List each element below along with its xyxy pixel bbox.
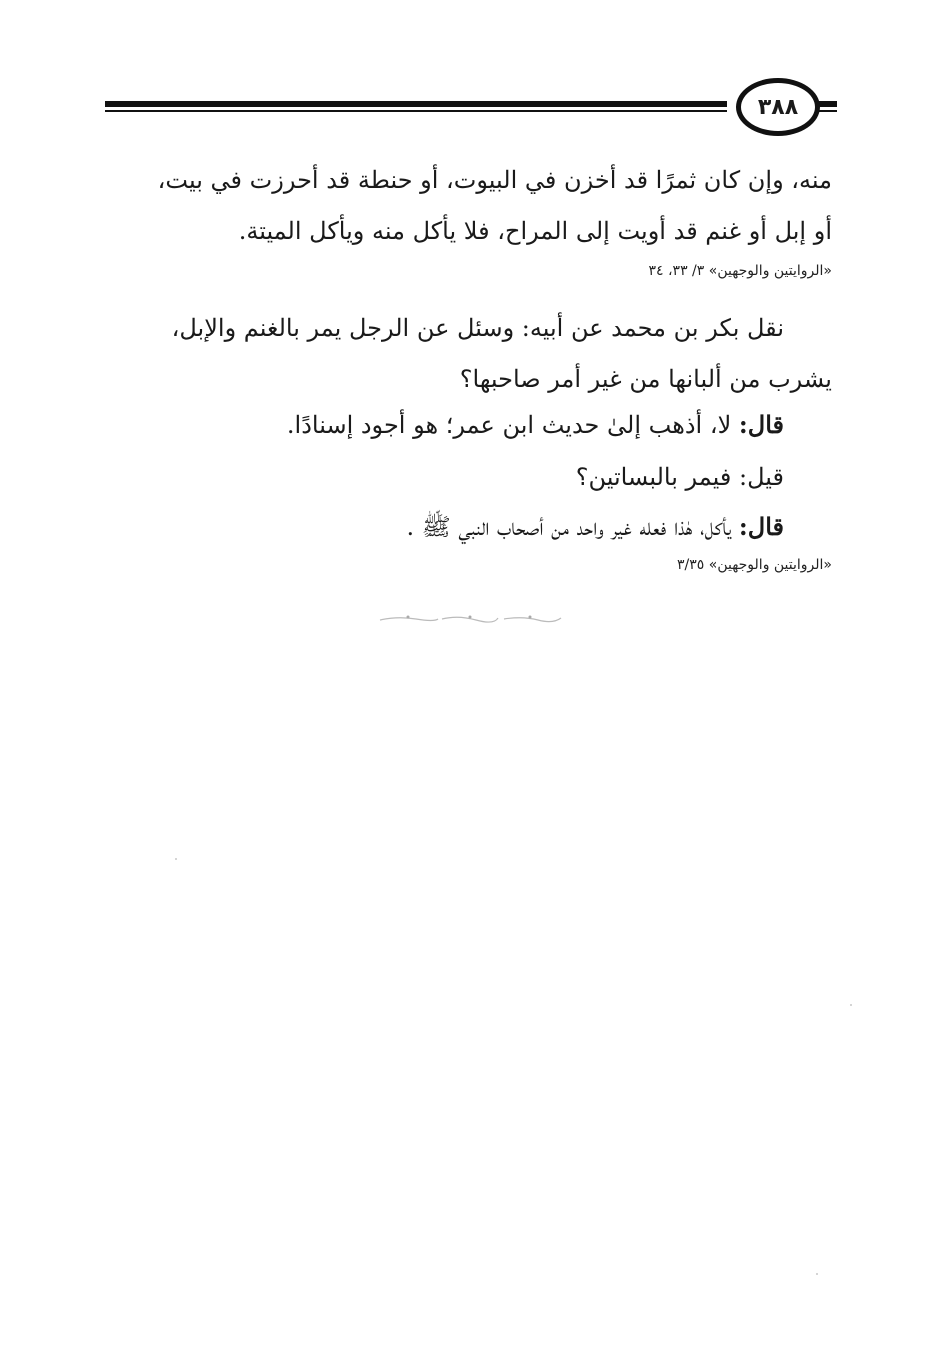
reference-citation-1: «الروايتين والوجهين» ٣/ ٣٣، ٣٤ [648, 263, 832, 279]
header-rule-right-thin [819, 110, 837, 112]
dialogue-text: لا، أذهب إلىٰ حديث ابن عمر؛ هو أجود إسنادًا. [286, 411, 739, 439]
dialogue-speaker: قال: [738, 410, 784, 439]
header-rule-thin [105, 110, 727, 112]
page-number-badge [736, 78, 820, 136]
dialogue-text: فيمر بالبساتين؟ [575, 463, 740, 491]
dialogue-speaker: قال: [738, 512, 784, 541]
dialogue-speaker: قيل: [739, 463, 784, 491]
reference-citation-2: «الروايتين والوجهين» ٣/٣٥ [677, 557, 832, 573]
paragraph2-line1: نقل بكر بن محمد عن أبيه: وسئل عن الرجل يمر بالغنم والإبل، [171, 314, 784, 342]
dialogue-line-3 [102, 512, 784, 542]
paragraph1-line1: منه، وإن كان ثمرًا قد أخزن في البيوت، أو حنطة قد أحرزت في بيت، [157, 166, 832, 194]
paragraph1-line2: أو إبل أو غنم قد أويت إلى المراح، فلا يأكل منه ويأكل الميتة. [238, 217, 832, 245]
header-rule-thick [105, 101, 727, 107]
scan-speck [816, 1273, 818, 1275]
ornamental-divider [378, 613, 563, 625]
header-rule-right-thick [819, 101, 837, 107]
dialogue-text: يأكل، هٰذا فعله غير واحد من أصحاب النبي ﷺ . [406, 513, 739, 541]
paragraph2-line2: يشرب من ألبانها من غير أمر صاحبها؟ [459, 365, 832, 393]
dialogue-line-1 [102, 410, 784, 440]
page-number: ٣٨٨ [757, 94, 799, 120]
page-header [105, 78, 837, 138]
scan-speck [175, 858, 177, 860]
scan-speck [850, 1004, 852, 1006]
dialogue-line-2 [102, 462, 784, 492]
